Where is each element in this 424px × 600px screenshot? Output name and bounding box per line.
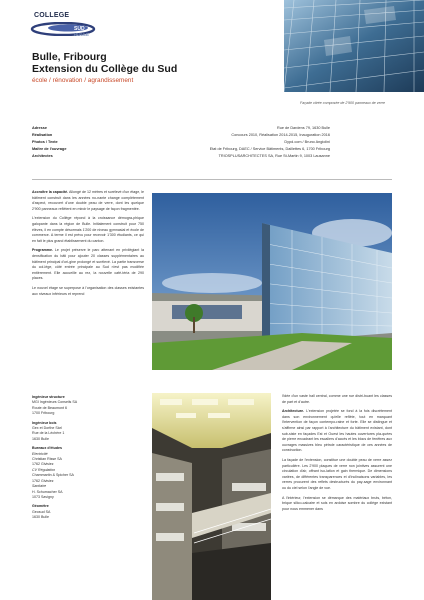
paragraph: l'idée d'un vaste hall central, comme une rue distri-buant les classes de part et d'autre. (282, 394, 392, 404)
info-row: Adresse Rue de Dardens 79, 1630 Bulle (32, 126, 330, 130)
title-location: Bulle, Fribourg (32, 51, 107, 63)
logo-mark: SUD (74, 26, 85, 32)
paragraph: Accroître la capacité. Allongé de 12 mètres et surélevé d'un étage, le bâtiment construit dans les années no-nante change complètement d'aspect, recouvert d'une double peau de verre, dont les quelque 2'900 panneaux reflètent en miroir le paysage de façon fragmentée. (32, 190, 145, 211)
logo-word: COLLEGE (34, 12, 70, 19)
paragraph: Programme. Le projet préserve le parc attenant en privilégiant la densification du bâti pour ajouter 20 classes supplémentaires au bâtiment principal d'ori-gine prolongé et surélevé. La partie transverse du col-lège, côté entrée principale au Sud n'est pas modifiée entièrement. Elle accueille au rez, la nouvelle café-téria de 290 places. (32, 248, 144, 281)
hero-caption: Façade vitrée composée de 2'900 panneaux de verre (300, 101, 385, 105)
title-project: Extension du Collège du Sud (32, 63, 178, 75)
logo-sub: BULLE (74, 32, 89, 37)
left-body-text (32, 190, 144, 301)
project-info-table (32, 125, 392, 160)
paragraph: L'extension du Collège répond à la croissance démogra-phique galopante dans la région de Bulle. Initialement construit pour 750 élèves, il en compte désormais 1'200 de niveau gymnasial et école de commerce. A terme il est prévu pour recevoir 1'300 étudiants, ce qui en fait le plus grand établissement du canton. (32, 216, 144, 243)
interior-hall-photo (152, 393, 271, 600)
info-row: Photos / Texte Dypd.com / Bruno Angiolini (32, 140, 330, 144)
paragraph: Architecture. L'extension projetée se fond à la fois discrètement dans son environnement qu'elle reflète, tout en marquant l'intervention de façon contempo-raine et forte. Elle se distingue et s'affirme ainsi par rapport à l'architecture du bâtiment existant, dont sub-siste en façades Est et Ouest les hautes ouvertures pla-quées de pierre encadrant les escaliers d'accès et les blocs de fenêtres aux ouvrages massives bleu pétrole caractéristique de ces années de construction. (282, 409, 393, 453)
college-du-sud-logo (28, 10, 100, 40)
paragraph: A l'intérieur, l'extension se démarque des matériaux bruts, béton, brique silico-calcaire et sols en ardoise sombre du collège existant pour nous emmener dans (282, 495, 392, 511)
paragraph: Le nouvel étage se superpose à l'organisation des classes existantes aux niveaux inférieurs et reprend (32, 285, 144, 296)
project-credits: Ingénieur structure MGI Ingénieurs Conseils SA Route de Beaumont 6 1700 Fribourg Ingénieur bois Gex et Dorthe Sàrl Rue de la Léchère 1 1630 Bulle Bureaux d'études Electricité Christian Risse SA 1762 Givisiez CV Régulation Chammartin & Spicher SA 1762 Givisiez Sanitaire H. Schumacher SA 1073 Savigny Géomètre Geosud SA 1630 Bulle (32, 395, 78, 520)
right-body-text (282, 394, 392, 516)
title-tags: école / rénovation / agrandissement (32, 77, 134, 84)
info-row: Maître de l'ouvrage Etat de Fribourg, DAEC / Service Bâtiments, Daillettes 6, 1700 Fribourg (32, 147, 330, 151)
paragraph: La façade de l'extension, constitue une double peau de verre assez particulière. Les 2'900 plaques de verre non jointives assurent une circulation d'air, offrant iso-lation et gain thermique. De dimensions variées, de différentes transparences et d'inclinaisons variables, les verres procurent des reflets destructurés du pay-sage environnant ou du ciel selon l'angle de vue. (282, 457, 392, 490)
glass-facade-photo (284, 0, 424, 92)
building-exterior-photo (152, 193, 392, 370)
article-title-block (32, 51, 272, 84)
divider (32, 179, 392, 180)
info-row: Réalisation Concours 2010, Réalisation 2014-2015, Inauguration 2016 (32, 133, 330, 137)
info-row: Architectes TRIOSPLUSARCHITECTES SA, Rue St-Martin 9, 1003 Lausanne (32, 154, 330, 158)
